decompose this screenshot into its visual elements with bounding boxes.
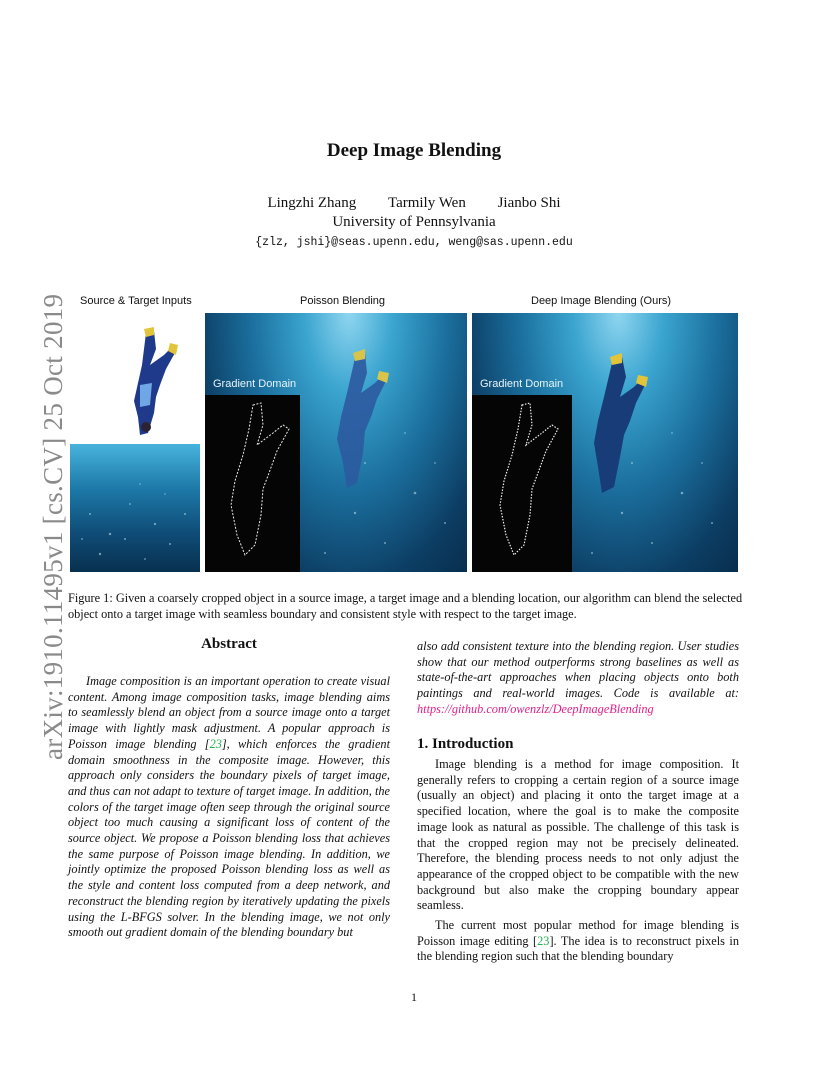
intro-text: The current most popular method for image blending is Poisson image editing [ (417, 918, 739, 948)
code-link[interactable]: https://github.com/owenzlz/DeepImageBlending (417, 701, 654, 716)
source-object-image (120, 325, 192, 440)
citation-link[interactable]: 23 (209, 736, 222, 751)
panel-title-inputs: Source & Target Inputs (80, 295, 192, 307)
abstract-text: Image composition is an important operation to create visual content. Among image composition tasks, image blending aims to seamlessly blend an object from a source image onto a target image with lightly mask adjustment. A popular approach is Poisson image blending [ (68, 674, 390, 751)
figure-caption: Figure 1: Given a coarsely cropped object in a source image, a target image and a blending location, our algorithm can blend the selected object onto a target image with seamless boundary and consistent style with respect to the target image. (68, 591, 743, 621)
arxiv-sidebar-id: arXiv:1910.11495v1 [cs.CV] 25 Oct 2019 (38, 293, 68, 760)
affiliation: University of Pennsylvania (332, 214, 496, 230)
paper-title: Deep Image Blending (326, 140, 502, 161)
abstract-continuation (417, 639, 739, 718)
abstract-text: ], which enforces the gradient domain smoothness in the composite image. However, this approach only considers the boundary pixels of target image, and thus can not adapt to texture of target image. In addition, the colors of the target image often seep through the original source object too much causing a significant loss of content of the source object. We propose a Poisson blending loss that achieves the same purpose of Poisson image blending. In addition, we jointly optimize the proposed Poisson blending loss as well as the style and content loss computed from a deep network, and reconstruct the blending region by iteratively updating the pixels using the L-BFGS solver. In the blending image, we not only smooth out gradient domain of the blending boundary but (68, 736, 390, 940)
panel-title-ours: Deep Image Blending (Ours) (531, 295, 672, 307)
author-list (0, 195, 828, 212)
gradient-domain-label-ours: Gradient Domain (480, 378, 564, 390)
poisson-gradient-inset (205, 395, 300, 572)
abstract-body (68, 674, 390, 941)
author-name: Jianbo Shi (497, 195, 561, 211)
deep-gradient-inset (472, 395, 572, 572)
panel-title-poisson: Poisson Blending (300, 295, 386, 307)
intro-paragraph-2 (417, 918, 739, 965)
intro-text: ]. The idea is to reconstruct pixels in the blending region such that the blending boundary (417, 933, 739, 964)
abstract-heading: Abstract (201, 636, 257, 652)
gradient-domain-label-poisson: Gradient Domain (213, 378, 297, 390)
intro-paragraph-1: Image blending is a method for image composition. It generally refers to cropping a certain region of a source image (usually an object) and placing it onto the target image at a specified location, where the goal is to make the composite image look as natural as possible. The challenge of this task is that the cropped region may not be precisely delineated. Therefore, the blending process needs to not only adjust the appearance of the cropped object to be compatible with the new background but also make the cropping boundary appear seamless. (417, 757, 739, 913)
page-number: 1 (411, 990, 417, 1004)
author-name: Lingzhi Zhang (267, 195, 357, 211)
target-image (70, 444, 200, 572)
intro-heading: 1. Introduction (417, 736, 514, 752)
author-name: Tarmily Wen (387, 195, 466, 211)
abstract-continuation-text: also add consistent texture into the blending region. User studies show that our method outperforms strong baselines as well as state-of-the-art approaches when placing objects onto both paintings and real-world images. Code is available at: (417, 639, 739, 701)
citation-link[interactable]: 23 (537, 933, 550, 948)
author-emails: {zlz, jshi}@seas.upenn.edu, weng@sas.upenn.edu (255, 236, 573, 249)
